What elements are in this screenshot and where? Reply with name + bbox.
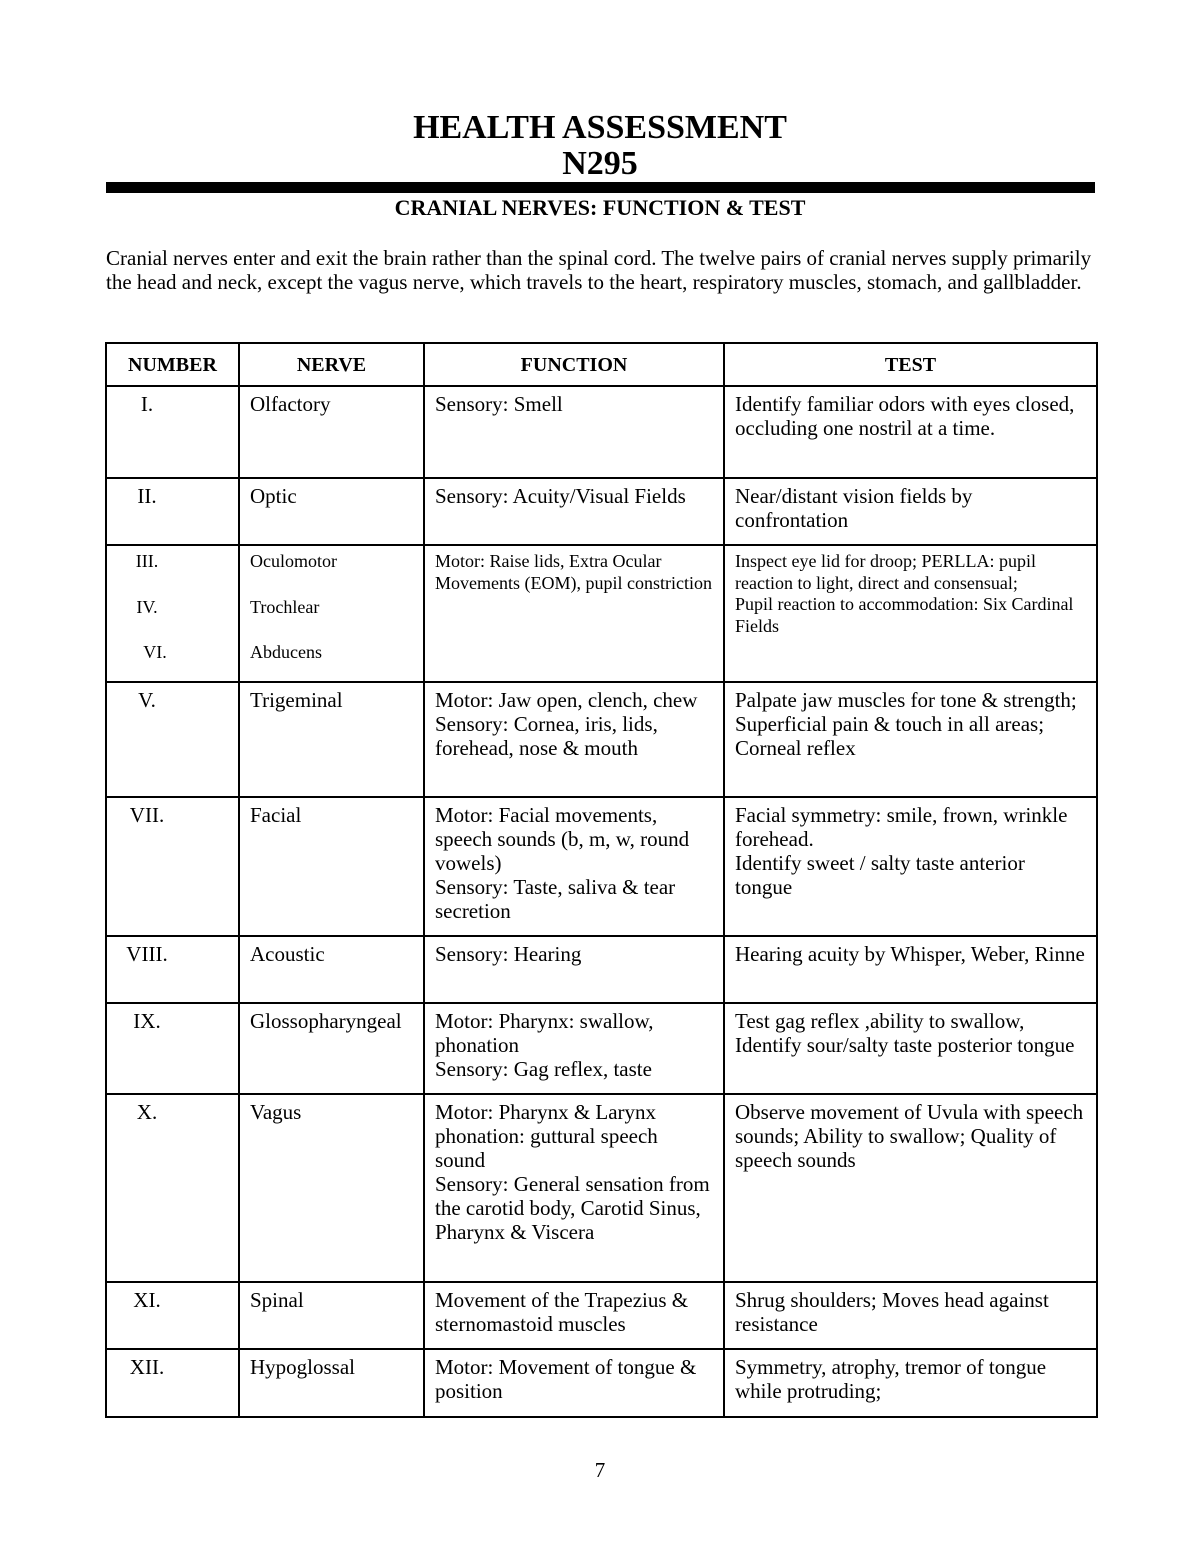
test-cell: Identify familiar odors with eyes closed, occluding one nostril at a time. <box>724 386 1097 478</box>
nerve-cell: Facial <box>239 797 424 936</box>
nerve-cell: Acoustic <box>239 936 424 1003</box>
nerve-cell: Optic <box>239 478 424 545</box>
test-cell: Observe movement of Uvula with speech sounds; Ability to swallow; Quality of speech sounds <box>724 1094 1097 1282</box>
nerve-cell: Trigeminal <box>239 682 424 797</box>
cranial-nerves-table <box>105 342 1098 1418</box>
table-row <box>106 1282 1097 1349</box>
nerve-cell: Olfactory <box>239 386 424 478</box>
table-row <box>106 386 1097 478</box>
table-header-row <box>106 343 1097 386</box>
table-row <box>106 478 1097 545</box>
document-title <box>0 110 1200 182</box>
function-cell: Motor: Raise lids, Extra Ocular Movements (EOM), pupil constriction <box>424 545 724 682</box>
number-cell: XI. <box>106 1282 239 1349</box>
title-divider <box>106 182 1095 193</box>
number-cell: XII. <box>106 1349 239 1417</box>
function-cell: Sensory: Hearing <box>424 936 724 1003</box>
page-number: 7 <box>594 1458 606 1482</box>
nerve-cell: Hypoglossal <box>239 1349 424 1417</box>
function-cell: Sensory: Acuity/Visual Fields <box>424 478 724 545</box>
number-cell: II. <box>106 478 239 545</box>
number-cell: IX. <box>106 1003 239 1094</box>
intro-paragraph: Cranial nerves enter and exit the brain rather than the spinal cord. The twelve pairs of cranial nerves supply primarily the head and neck, except the vagus nerve, which travels to the heart, respiratory muscles, stomach, and gallbladder. <box>106 246 1092 294</box>
nerve-cell: Oculomotor Trochlear Abducens <box>239 545 424 682</box>
header-test: TEST <box>724 343 1097 386</box>
number-cell: X. <box>106 1094 239 1282</box>
table-row <box>106 936 1097 1003</box>
number-cell: VII. <box>106 797 239 936</box>
nerve-cell: Glossopharyngeal <box>239 1003 424 1094</box>
number-cell: V. <box>106 682 239 797</box>
header-number: NUMBER <box>106 343 239 386</box>
test-cell: Facial symmetry: smile, frown, wrinkle forehead. Identify sweet / salty taste anterior tongue <box>724 797 1097 936</box>
function-cell: Motor: Jaw open, clench, chew Sensory: Cornea, iris, lids, forehead, nose & mouth <box>424 682 724 797</box>
title-line-1: HEALTH ASSESSMENT <box>413 109 787 146</box>
table-row <box>106 545 1097 682</box>
table-row <box>106 1003 1097 1094</box>
test-cell: Shrug shoulders; Moves head against resistance <box>724 1282 1097 1349</box>
test-cell: Hearing acuity by Whisper, Weber, Rinne <box>724 936 1097 1003</box>
function-cell: Sensory: Smell <box>424 386 724 478</box>
test-cell: Test gag reflex ,ability to swallow, Identify sour/salty taste posterior tongue <box>724 1003 1097 1094</box>
nerve-cell: Vagus <box>239 1094 424 1282</box>
section-subtitle: CRANIAL NERVES: FUNCTION & TEST <box>394 195 806 220</box>
header-nerve: NERVE <box>239 343 424 386</box>
table-row <box>106 797 1097 936</box>
number-cell: III. IV. VI. <box>106 545 239 682</box>
test-cell: Inspect eye lid for droop; PERLLA: pupil reaction to light, direct and consensual; Pupil reaction to accommodation: Six Cardinal Fields <box>724 545 1097 682</box>
test-cell: Symmetry, atrophy, tremor of tongue while protruding; <box>724 1349 1097 1417</box>
test-cell: Palpate jaw muscles for tone & strength; Superficial pain & touch in all areas; Corneal reflex <box>724 682 1097 797</box>
function-cell: Motor: Pharynx & Larynx phonation: guttural speech sound Sensory: General sensation from the carotid body, Carotid Sinus, Pharynx & Viscera <box>424 1094 724 1282</box>
function-cell: Motor: Movement of tongue & position <box>424 1349 724 1417</box>
nerve-cell: Spinal <box>239 1282 424 1349</box>
function-cell: Motor: Pharynx: swallow, phonation Sensory: Gag reflex, taste <box>424 1003 724 1094</box>
table-row <box>106 1349 1097 1417</box>
test-cell: Near/distant vision fields by confrontation <box>724 478 1097 545</box>
number-cell: VIII. <box>106 936 239 1003</box>
table-row <box>106 1094 1097 1282</box>
title-line-2: N295 <box>562 145 638 182</box>
table-row <box>106 682 1097 797</box>
header-function: FUNCTION <box>424 343 724 386</box>
function-cell: Movement of the Trapezius & sternomastoid muscles <box>424 1282 724 1349</box>
number-cell: I. <box>106 386 239 478</box>
function-cell: Motor: Facial movements, speech sounds (b, m, w, round vowels) Sensory: Taste, saliva & tear secretion <box>424 797 724 936</box>
